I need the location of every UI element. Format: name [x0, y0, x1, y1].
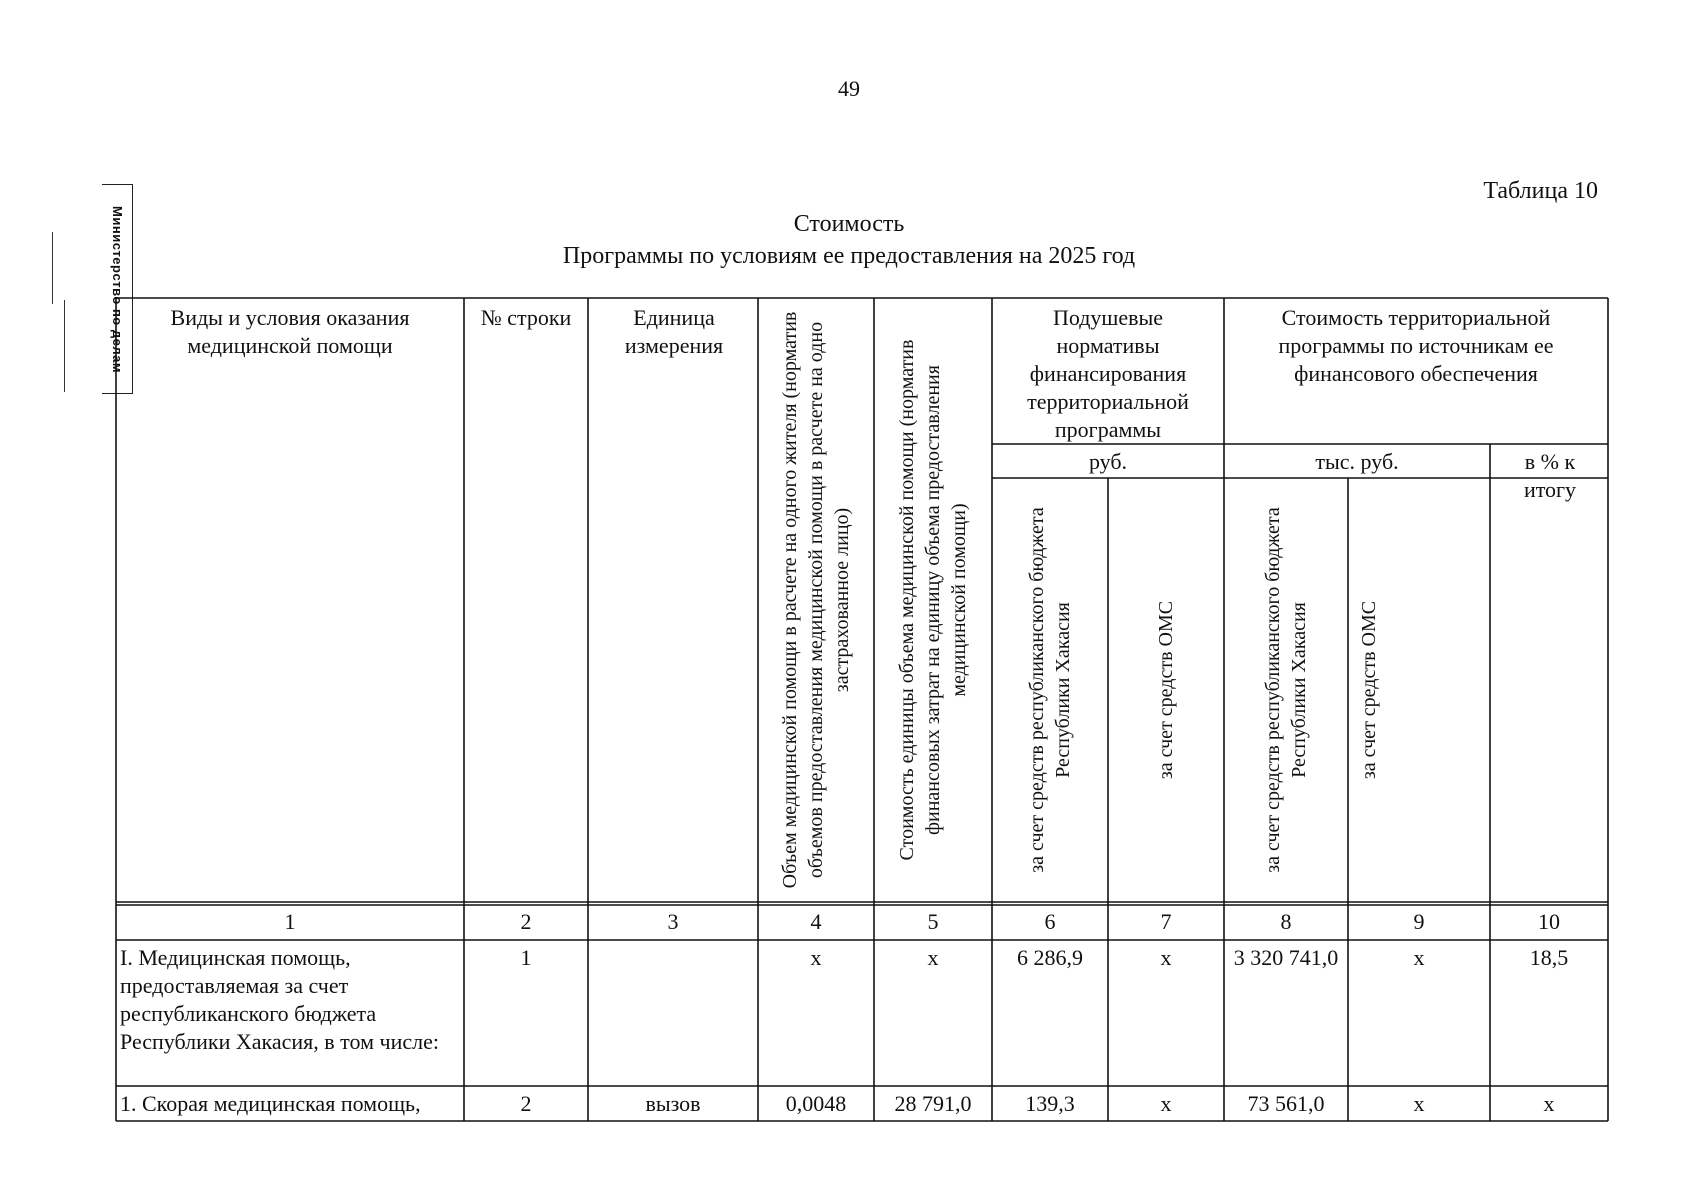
column-number: 2 [520, 909, 532, 934]
header-group-total-cost: Стоимость территориальной программы по источникам ее финансового обеспечения [1278, 305, 1554, 386]
table-cell-total-oms: х [1413, 945, 1425, 970]
header-col-4: Объем медицинской помощи в расчете на одного жителя (норматив объемов предоставления медицинской помощи в расчете на одно застрахованное лицо) [779, 311, 853, 889]
header-unit-rub: руб. [1088, 449, 1128, 474]
page-number: 49 [838, 76, 860, 101]
table-cell-line: 1 [520, 945, 532, 970]
stamp-mark [64, 300, 65, 392]
table-cell-volume: 0,0048 [785, 1091, 847, 1116]
header-unit-percent: в % к итогу [1523, 449, 1577, 502]
table-cell-line: 2 [520, 1091, 532, 1116]
header-col-3: Единица измерения [624, 305, 724, 358]
table-cell-unit: вызов [645, 1091, 701, 1116]
table-cell-per-capita-budget: 6 286,9 [1017, 945, 1083, 970]
table-cell-total-oms: х [1413, 1091, 1425, 1116]
table-row-label: 1. Скорая медицинская помощь, [120, 1091, 421, 1116]
header-unit-thousand-rub: тыс. руб. [1315, 449, 1399, 474]
column-number: 7 [1160, 909, 1172, 934]
column-number: 3 [667, 909, 679, 934]
column-number: 1 [284, 909, 296, 934]
table-cell-per-capita-oms: х [1160, 945, 1172, 970]
table-label: Таблица 10 [1483, 178, 1598, 204]
column-number: 10 [1538, 909, 1560, 934]
column-number: 8 [1280, 909, 1292, 934]
header-col-1: Виды и условия оказания медицинской помощи [170, 305, 410, 358]
header-col-9: за счет средств ОМС [1358, 600, 1380, 780]
table-cell-per-capita-oms: х [1160, 1091, 1172, 1116]
header-group-per-capita: Подушевые нормативы финансирования территориальной программы [1027, 305, 1189, 442]
header-col-5: Стоимость единицы объема медицинской помощи (норматив финансовых затрат на единицу объема предоставления медицинской помощи) [896, 339, 970, 861]
table-cell-cost: х [927, 945, 939, 970]
table-cell-per-capita-budget: 139,3 [1025, 1091, 1075, 1116]
header-col-8: за счет средств республиканского бюджета Республики Хакасия [1262, 507, 1310, 873]
column-number: 4 [810, 909, 822, 934]
title-line-2: Программы по условиям ее предоставления на 2025 год [562, 243, 1136, 269]
header-col-7: за счет средств ОМС [1155, 600, 1177, 780]
table-cell-total-budget: 3 320 741,0 [1233, 945, 1339, 970]
table-cell-volume: х [810, 945, 822, 970]
table-cell-cost: 28 791,0 [894, 1091, 972, 1116]
column-number: 9 [1413, 909, 1425, 934]
table-cell-percent: x [1543, 1091, 1555, 1116]
table-row-label: I. Медицинская помощь, предоставляемая за счет республиканского бюджета Республики Хакасия, в том числе: [120, 945, 439, 1054]
table-cell-percent: 18,5 [1529, 945, 1569, 970]
header-col-6: за счет средств республиканского бюджета Республики Хакасия [1026, 507, 1074, 873]
stamp-mark [52, 232, 53, 304]
title-line-1: Стоимость [793, 211, 905, 237]
column-number: 6 [1044, 909, 1056, 934]
stamp-text: Министерство по делам [109, 205, 125, 373]
table-cell-total-budget: 73 561,0 [1247, 1091, 1325, 1116]
header-col-2: № строки [480, 305, 572, 330]
registration-stamp [102, 184, 133, 394]
table-title [0, 208, 1698, 272]
column-number: 5 [927, 909, 939, 934]
